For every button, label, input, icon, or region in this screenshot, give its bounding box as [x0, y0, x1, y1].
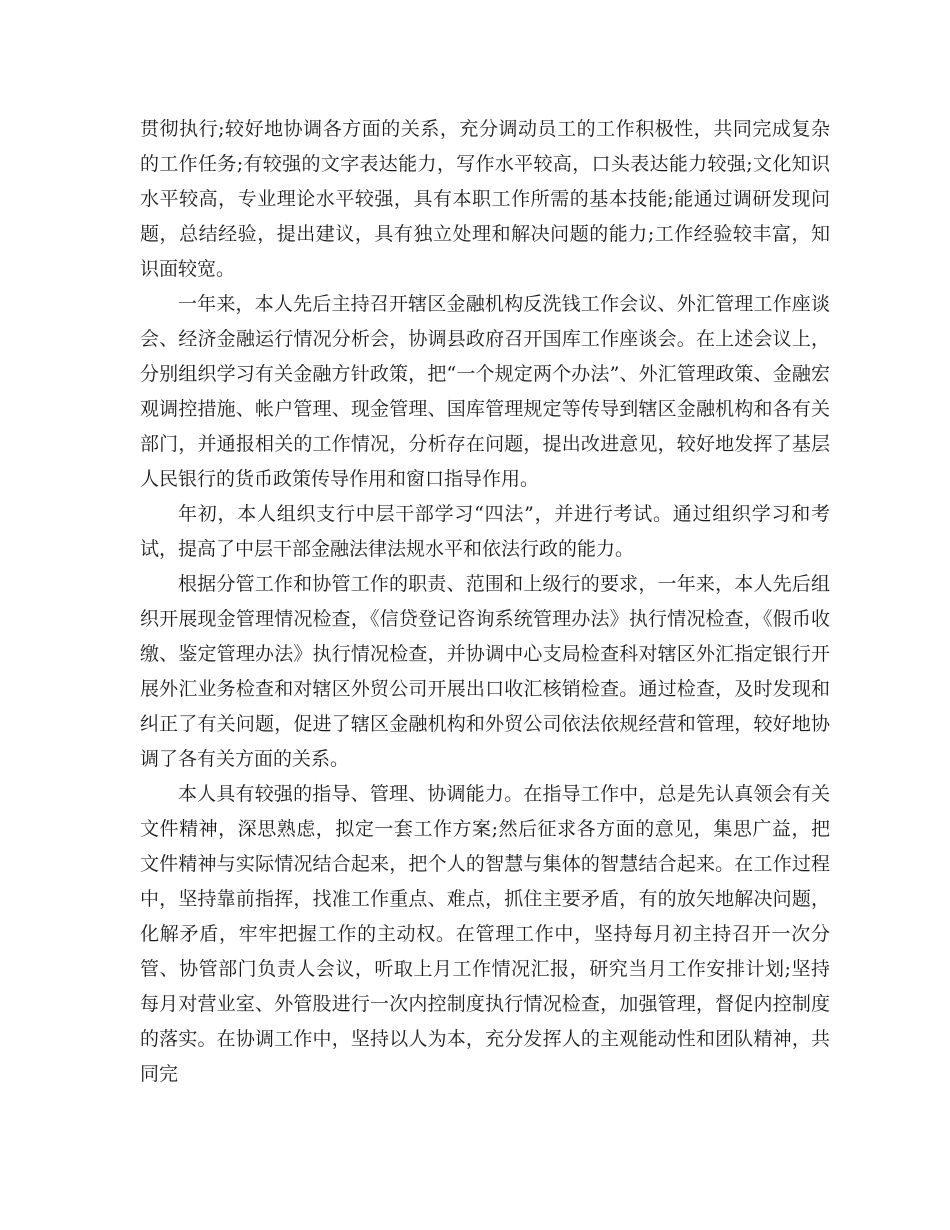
- paragraph-5: 本人具有较强的指导、管理、协调能力。在指导工作中，总是先认真领会有关文件精神，深思熟虑，拟定一套工作方案;然后征求各方面的意见，集思广益，把文件精神与实际情况结合起来，把个人的智慧与集体的智慧结合起来。在工作过程中，坚持靠前指挥，找准工作重点、难点，抓住主要矛盾，有的放矢地解决问题，化解矛盾，牢牢把握工作的主动权。在管理工作中，坚持每月初主持召开一次分管、协管部门负责人会议，听取上月工作情况汇报，研究当月工作安排计划;坚持每月对营业室、外管股进行一次内控制度执行情况检查，加强管理，督促内控制度的落实。在协调工作中，坚持以人为本，充分发挥人的主观能动性和团队精神，共同完: [140, 783, 830, 1085]
- paragraph-2: 一年来，本人先后主持召开辖区金融机构反洗钱工作会议、外汇管理工作座谈会、经济金融运行情况分析会，协调县政府召开国库工作座谈会。在上述会议上，分别组织学习有关金融方针政策，把“一个规定两个办法”、外汇管理政策、金融宏观调控措施、帐户管理、现金管理、国库管理规定等传导到辖区金融机构和各有关部门，并通报相关的工作情况，分析存在问题，提出改进意见，较好地发挥了基层人民银行的货币政策传导作用和窗口指导作用。: [140, 293, 830, 490]
- paragraph-3: 年初，本人组织支行中层干部学习“四法”，并进行考试。通过组织学习和考试，提高了中层干部金融法律法规水平和依法行政的能力。: [140, 503, 830, 560]
- paragraph-4: 根据分管工作和协管工作的职责、范围和上级行的要求，一年来，本人先后组织开展现金管理情况检查，《信贷登记咨询系统管理办法》执行情况检查，《假币收缴、鉴定管理办法》执行情况检查，并协调中心支局检查科对辖区外汇指定银行开展外汇业务检查和对辖区外贸公司开展出口收汇核销检查。通过检查，及时发现和纠正了有关问题，促进了辖区金融机构和外贸公司依法依规经营和管理，较好地协调了各有关方面的关系。: [140, 573, 830, 770]
- document-body: [140, 112, 830, 1092]
- paragraph-1: 贯彻执行;较好地协调各方面的关系，充分调动员工的工作积极性，共同完成复杂的工作任务;有较强的文字表达能力，写作水平较高，口头表达能力较强;文化知识水平较高，专业理论水平较强，具有本职工作所需的基本技能;能通过调研发现问题，总结经验，提出建议，具有独立处理和解决问题的能力;工作经验较丰富，知识面较宽。: [140, 118, 830, 280]
